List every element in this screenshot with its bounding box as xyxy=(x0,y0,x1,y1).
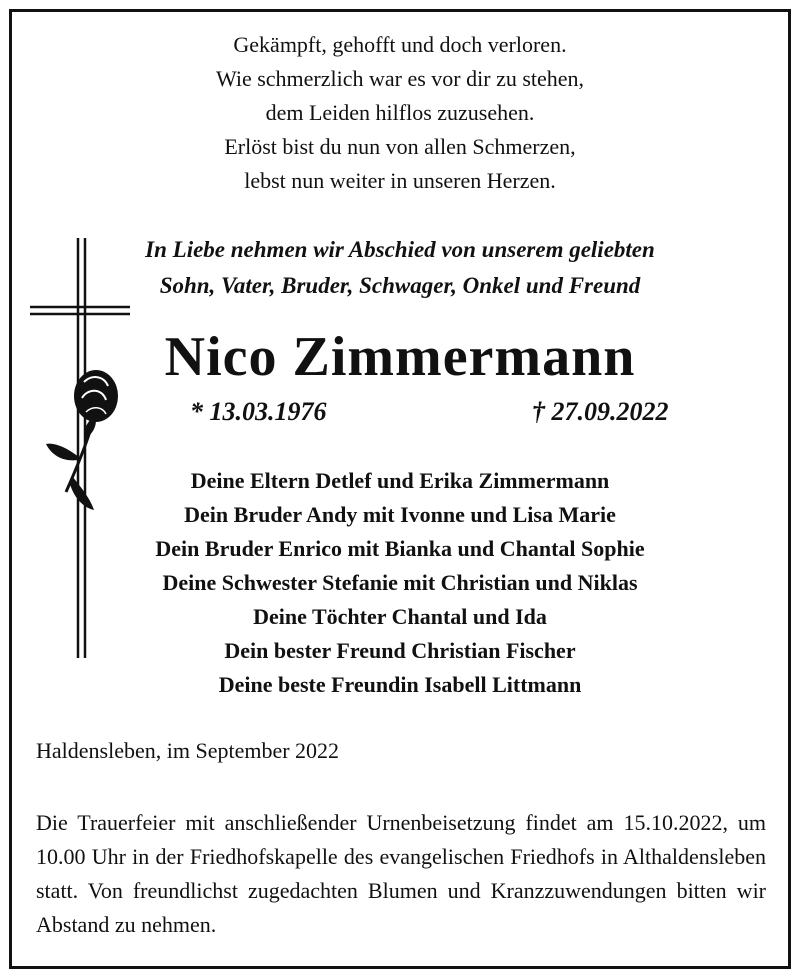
intro-line: Sohn, Vater, Bruder, Schwager, Onkel und Freund xyxy=(159,273,641,298)
poem-line: Wie schmerzlich war es vor dir zu stehen, xyxy=(215,66,585,91)
family-line: Dein Bruder Enrico mit Bianka und Chantal Sophie xyxy=(155,536,645,561)
family-line: Deine Eltern Detlef und Erika Zimmermann xyxy=(190,468,610,493)
family-list xyxy=(0,464,800,702)
family-line: Dein Bruder Andy mit Ivonne und Lisa Marie xyxy=(184,502,616,527)
deceased-name: Nico Zimmermann xyxy=(164,326,636,388)
poem-line: Gekämpft, gehofft und doch verloren. xyxy=(233,32,567,57)
poem-line: Erlöst bist du nun von allen Schmerzen, xyxy=(224,134,576,159)
family-line: Dein bester Freund Christian Fischer xyxy=(224,638,576,663)
notice-line: Friedhofs in Althaldensleben statt. Von freundlichst zugedachten xyxy=(36,844,766,903)
poem xyxy=(0,28,800,198)
notice-line: Die Trauerfeier mit anschließender Urnenbeisetzung findet am xyxy=(36,810,614,835)
family-line: Deine beste Freundin Isabell Littmann xyxy=(218,672,582,697)
place-date: Haldensleben, im September 2022 xyxy=(36,738,340,763)
death-date: † 27.09.2022 xyxy=(532,397,669,426)
birth-date: * 13.03.1976 xyxy=(190,397,327,426)
funeral-notice xyxy=(36,806,766,942)
poem-line: lebst nun weiter in unseren Herzen. xyxy=(244,168,556,193)
notice-line: 15.10.2022, um 10.00 Uhr in der Friedhofskapelle des evangelischen xyxy=(36,810,766,869)
intro-line: In Liebe nehmen wir Abschied von unserem geliebten xyxy=(145,237,655,262)
family-line: Deine Schwester Stefanie mit Christian und Niklas xyxy=(162,570,638,595)
notice-line: Blumen und Kranzzuwendungen bitten wir Abstand zu nehmen. xyxy=(36,878,767,937)
family-line: Deine Töchter Chantal und Ida xyxy=(253,604,547,629)
poem-line: dem Leiden hilflos zuzusehen. xyxy=(265,100,535,125)
intro xyxy=(0,232,800,304)
